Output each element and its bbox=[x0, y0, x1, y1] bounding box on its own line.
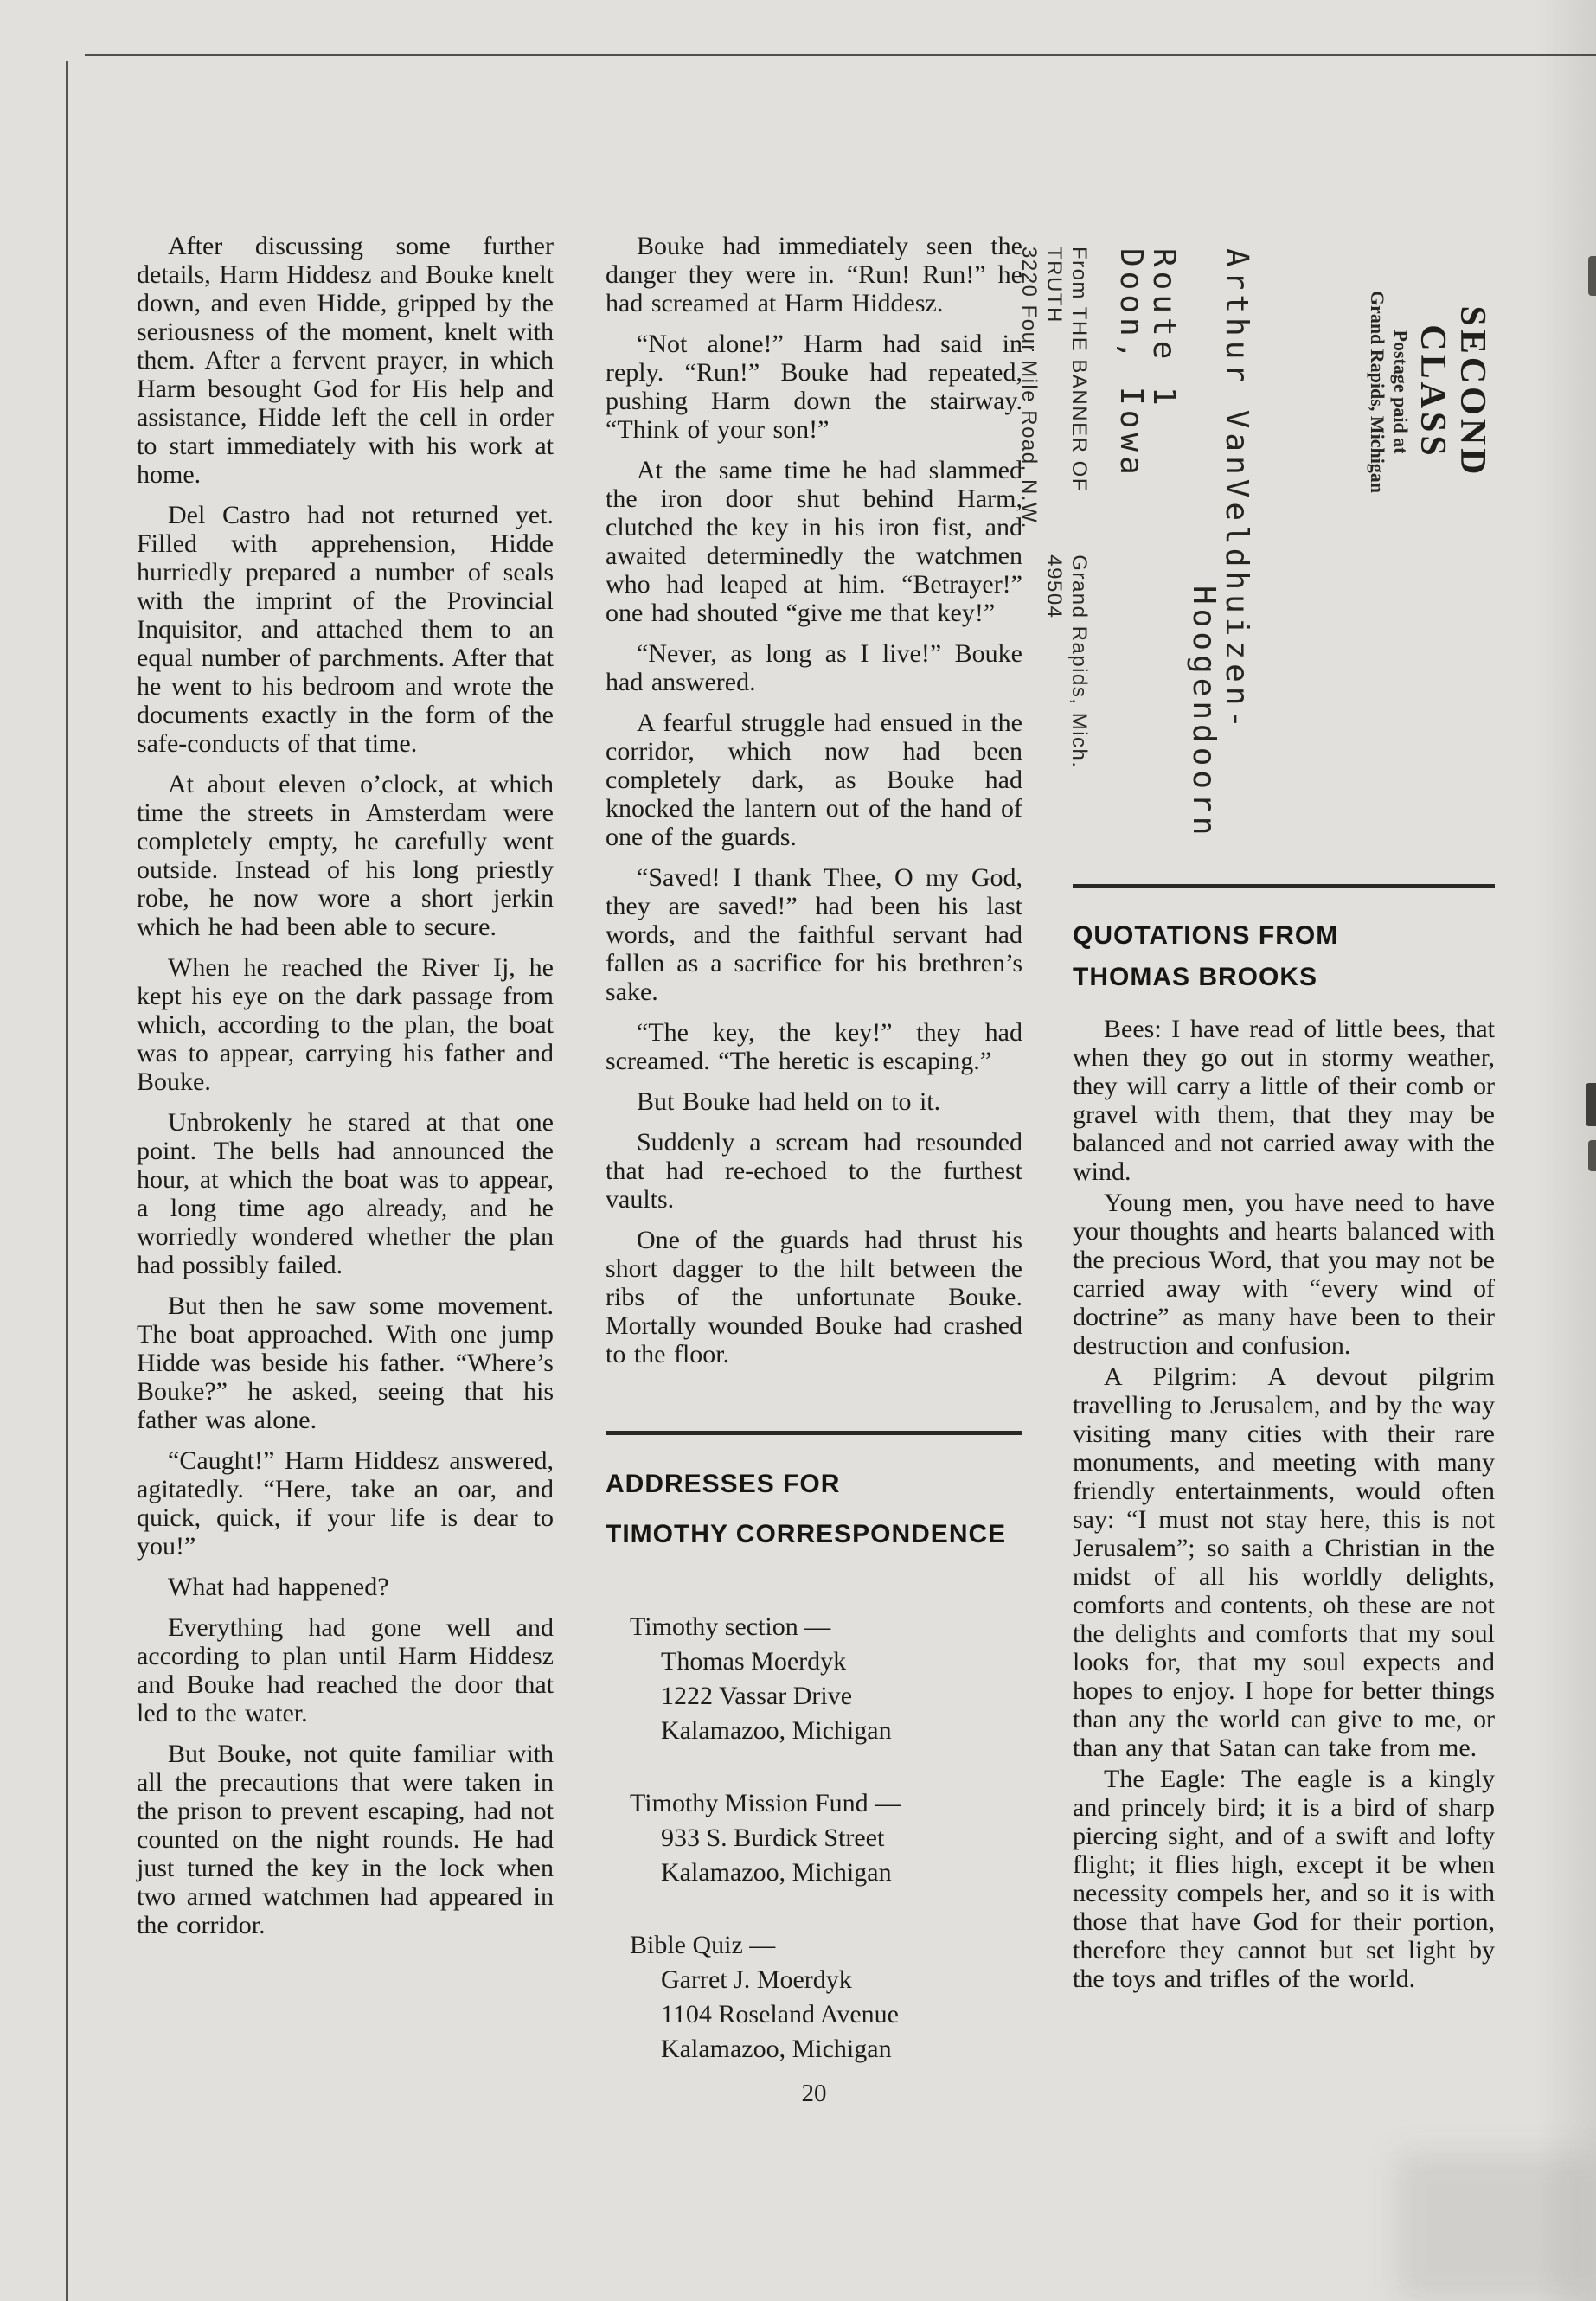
story-paragraph: “Never, as long as I live!” Bouke had answered. bbox=[606, 639, 1022, 696]
address-entry-line: Kalamazoo, Michigan bbox=[661, 1858, 892, 1887]
address-entry bbox=[606, 1610, 1022, 1748]
story-paragraph: “Saved! I thank Thee, O my God, they are saved!” had been his last words, and the faithful servant had fallen as a sacrifice for his brethren’s sake. bbox=[606, 863, 1022, 1006]
address-entry-line: 1222 Vassar Drive bbox=[661, 1682, 853, 1710]
quotations-heading-line1: QUOTATIONS FROM bbox=[1073, 921, 1339, 950]
address-entry bbox=[606, 1786, 1022, 1890]
story-paragraph: What had happened? bbox=[168, 1573, 389, 1601]
address-entry-line: Kalamazoo, Michigan bbox=[661, 2035, 892, 2063]
scan-corner-shadow bbox=[1397, 2154, 1596, 2301]
story-paragraph: “Caught!” Harm Hiddesz answered, agitatedly. “Here, take an oar, and quick, quick, if your life is dear to you!” bbox=[137, 1446, 554, 1561]
section-divider-rule bbox=[1073, 884, 1495, 888]
quotation-paragraph: The Eagle: The eagle is a kingly and princely bird; it is a bird of sharp piercing sight, and of a swift and lofty flight; it flies high, except it be when necessity compels her, and so it is with those that have God for their portion, therefore they cannot but set light by the toys and trifles of the world. bbox=[1073, 1765, 1495, 1993]
recipient-name-line1: Arthur VanVeldhuizen- bbox=[1219, 248, 1254, 734]
scan-edge-mark bbox=[1586, 1083, 1596, 1126]
quotations-text bbox=[1073, 1015, 1495, 1993]
address-entry-line: Garret J. Moerdyk bbox=[661, 1965, 852, 1994]
story-paragraph: Del Castro had not returned yet. Filled with apprehension, Hidde hurriedly prepared a number of seals with the imprint of the Provincial Inquisitor, and attached them to an equal number of parchments. After that he went to his bedroom and wrote the documents exactly in the form of the safe-conducts of that time. bbox=[137, 501, 554, 758]
address-entry-line: 1104 Roseland Avenue bbox=[661, 2000, 899, 2029]
story-paragraph: A fearful struggle had ensued in the corridor, which now had been completely dark, as Bouke had knocked the lantern out of the hand of one of the guards. bbox=[606, 708, 1022, 851]
addresses-heading-line1: ADDRESSES FOR bbox=[606, 1470, 841, 1498]
quotation-paragraph: Young men, you have need to have your thoughts and hearts balanced with the precious Word, that you may not be carried away with “every wind of doctrine” as many have been to their destruction and confusion. bbox=[1073, 1189, 1495, 1360]
quotations-heading-line2: THOMAS BROOKS bbox=[1073, 963, 1317, 991]
scan-edge-mark bbox=[1588, 256, 1596, 296]
story-paragraph: But Bouke had held on to it. bbox=[637, 1087, 941, 1116]
postage-city-label: Grand Rapids, Michigan bbox=[1367, 290, 1388, 494]
column-left bbox=[137, 232, 554, 1952]
address-entry-label: Timothy Mission Fund — bbox=[630, 1789, 901, 1817]
story-text-left bbox=[137, 232, 554, 1939]
postage-indicia bbox=[1366, 245, 1492, 539]
story-paragraph: Everything had gone well and according to plan until Harm Hiddesz and Bouke had reached the door that led to the water. bbox=[137, 1613, 554, 1727]
story-paragraph: Suddenly a scream had resounded that had re-echoed to the furthest vaults. bbox=[606, 1128, 1022, 1214]
story-paragraph: Unbrokenly he stared at that one point. The bells had announced the hour, at which the boat was to appear, a long time ago already, and he worriedly wondered whether the plan had possibly failed. bbox=[137, 1108, 554, 1279]
story-paragraph: After discussing some further details, Harm Hiddesz and Bouke knelt down, and even Hidde, gripped by the seriousness of the moment, knelt with them. After a fervent prayer, in which Harm besought God for His help and assistance, Hidde left the cell in order to start immediately with his work at home. bbox=[137, 232, 554, 489]
return-address-line1 bbox=[1042, 247, 1092, 822]
quotation-paragraph: A Pilgrim: A devout pilgrim travelling to Jerusalem, and by the way visiting many cities with their rare monuments, and meeting with many friendly entertainments, would often say: “I must not stay here, this is not Jerusalem”; so saith a Christian in the midst of all his worldly delights, comforts and contents, oh these are not the delights and comforts that my soul looks for, that my soul expects and hopes to enjoy. I hope for better things than any the world can give to me, or than any that Satan can take from me. bbox=[1073, 1362, 1495, 1762]
scan-edge-shadow bbox=[1535, 0, 1596, 2301]
return-address-city: Grand Rapids, Mich. 49504 bbox=[1042, 554, 1091, 769]
addresses-heading-line2: TIMOTHY CORRESPONDENCE bbox=[606, 1520, 1007, 1548]
recipient-name-line2: Hoogendoorn bbox=[1186, 586, 1221, 840]
story-text-middle bbox=[606, 232, 1022, 1368]
story-paragraph: When he reached the River Ij, he kept his eye on the dark passage from which, according to the plan, the boat was to appear, carrying his father and Bouke. bbox=[137, 953, 554, 1096]
recipient-address bbox=[1114, 248, 1253, 854]
story-paragraph: But then he saw some movement. The boat approached. With one jump Hidde was beside his father. “Where’s Bouke?” he asked, seeing that his father was alone. bbox=[137, 1292, 554, 1434]
address-entry-line: Thomas Moerdyk bbox=[661, 1647, 847, 1676]
return-address-street: 3220 Four Mile Road, N.W. bbox=[1017, 247, 1041, 529]
addresses-section bbox=[606, 1431, 1022, 2105]
address-entry bbox=[606, 1928, 1022, 2067]
quotation-paragraph: Bees: I have read of little bees, that when they go out in stormy weather, they will carry a little of their comb or gravel with them, that they may be balanced and not carried away with the wind. bbox=[1073, 1015, 1495, 1186]
postage-class-label: SECOND CLASS bbox=[1413, 305, 1492, 478]
return-address-publisher: From THE BANNER OF TRUTH bbox=[1042, 247, 1091, 492]
address-entry-label: Timothy section — bbox=[630, 1612, 831, 1641]
story-paragraph: At about eleven o’clock, at which time the streets in Amsterdam were completely empty, he carefully went outside. Instead of his long priestly robe, he now wore a short jerkin which he had been able to secure. bbox=[137, 770, 554, 941]
recipient-route: Route 1 bbox=[1146, 248, 1182, 410]
address-entry-line: 933 S. Burdick Street bbox=[661, 1823, 885, 1852]
address-entries bbox=[606, 1610, 1022, 2067]
story-paragraph: At the same time he had slammed the iron door shut behind Harm, clutched the key in his iron fist, and awaited determinedly the watchmen who had leaped at him. “Betrayer!” one had shouted “give me that key!” bbox=[606, 456, 1022, 627]
address-entry-line: Kalamazoo, Michigan bbox=[661, 1716, 892, 1745]
column-right bbox=[1073, 884, 1495, 1996]
scan-edge-mark bbox=[1588, 1140, 1596, 1171]
return-address bbox=[1016, 247, 1092, 822]
story-paragraph: Bouke had immediately seen the danger they were in. “Run! Run!” he had screamed at Harm Hiddesz. bbox=[606, 232, 1022, 317]
story-paragraph: But Bouke, not quite familiar with all the precautions that were taken in the prison to prevent escaping, had not counted on the night rounds. He had just turned the key in the lock when two armed watchmen had appeared in the corridor. bbox=[137, 1740, 554, 1939]
story-paragraph: “Not alone!” Harm had said in reply. “Run!” Bouke had repeated, pushing Harm down the stairway. “Think of your son!” bbox=[606, 330, 1022, 444]
page-number: 20 bbox=[801, 2080, 827, 2107]
page-edge-top-line bbox=[85, 54, 1596, 56]
recipient-city: Doon, Iowa bbox=[1113, 248, 1149, 479]
page-edge-left-line bbox=[66, 61, 68, 2301]
section-divider-rule bbox=[606, 1431, 1022, 1435]
postage-paid-label: Postage paid at bbox=[1390, 330, 1412, 454]
story-paragraph: One of the guards had thrust his short dagger to the hilt between the ribs of the unfortunate Bouke. Mortally wounded Bouke had crashed to the floor. bbox=[606, 1226, 1022, 1368]
story-paragraph: “The key, the key!” they had screamed. “The heretic is escaping.” bbox=[606, 1018, 1022, 1075]
column-middle bbox=[606, 232, 1022, 2063]
address-entry-label: Bible Quiz — bbox=[630, 1931, 776, 1959]
